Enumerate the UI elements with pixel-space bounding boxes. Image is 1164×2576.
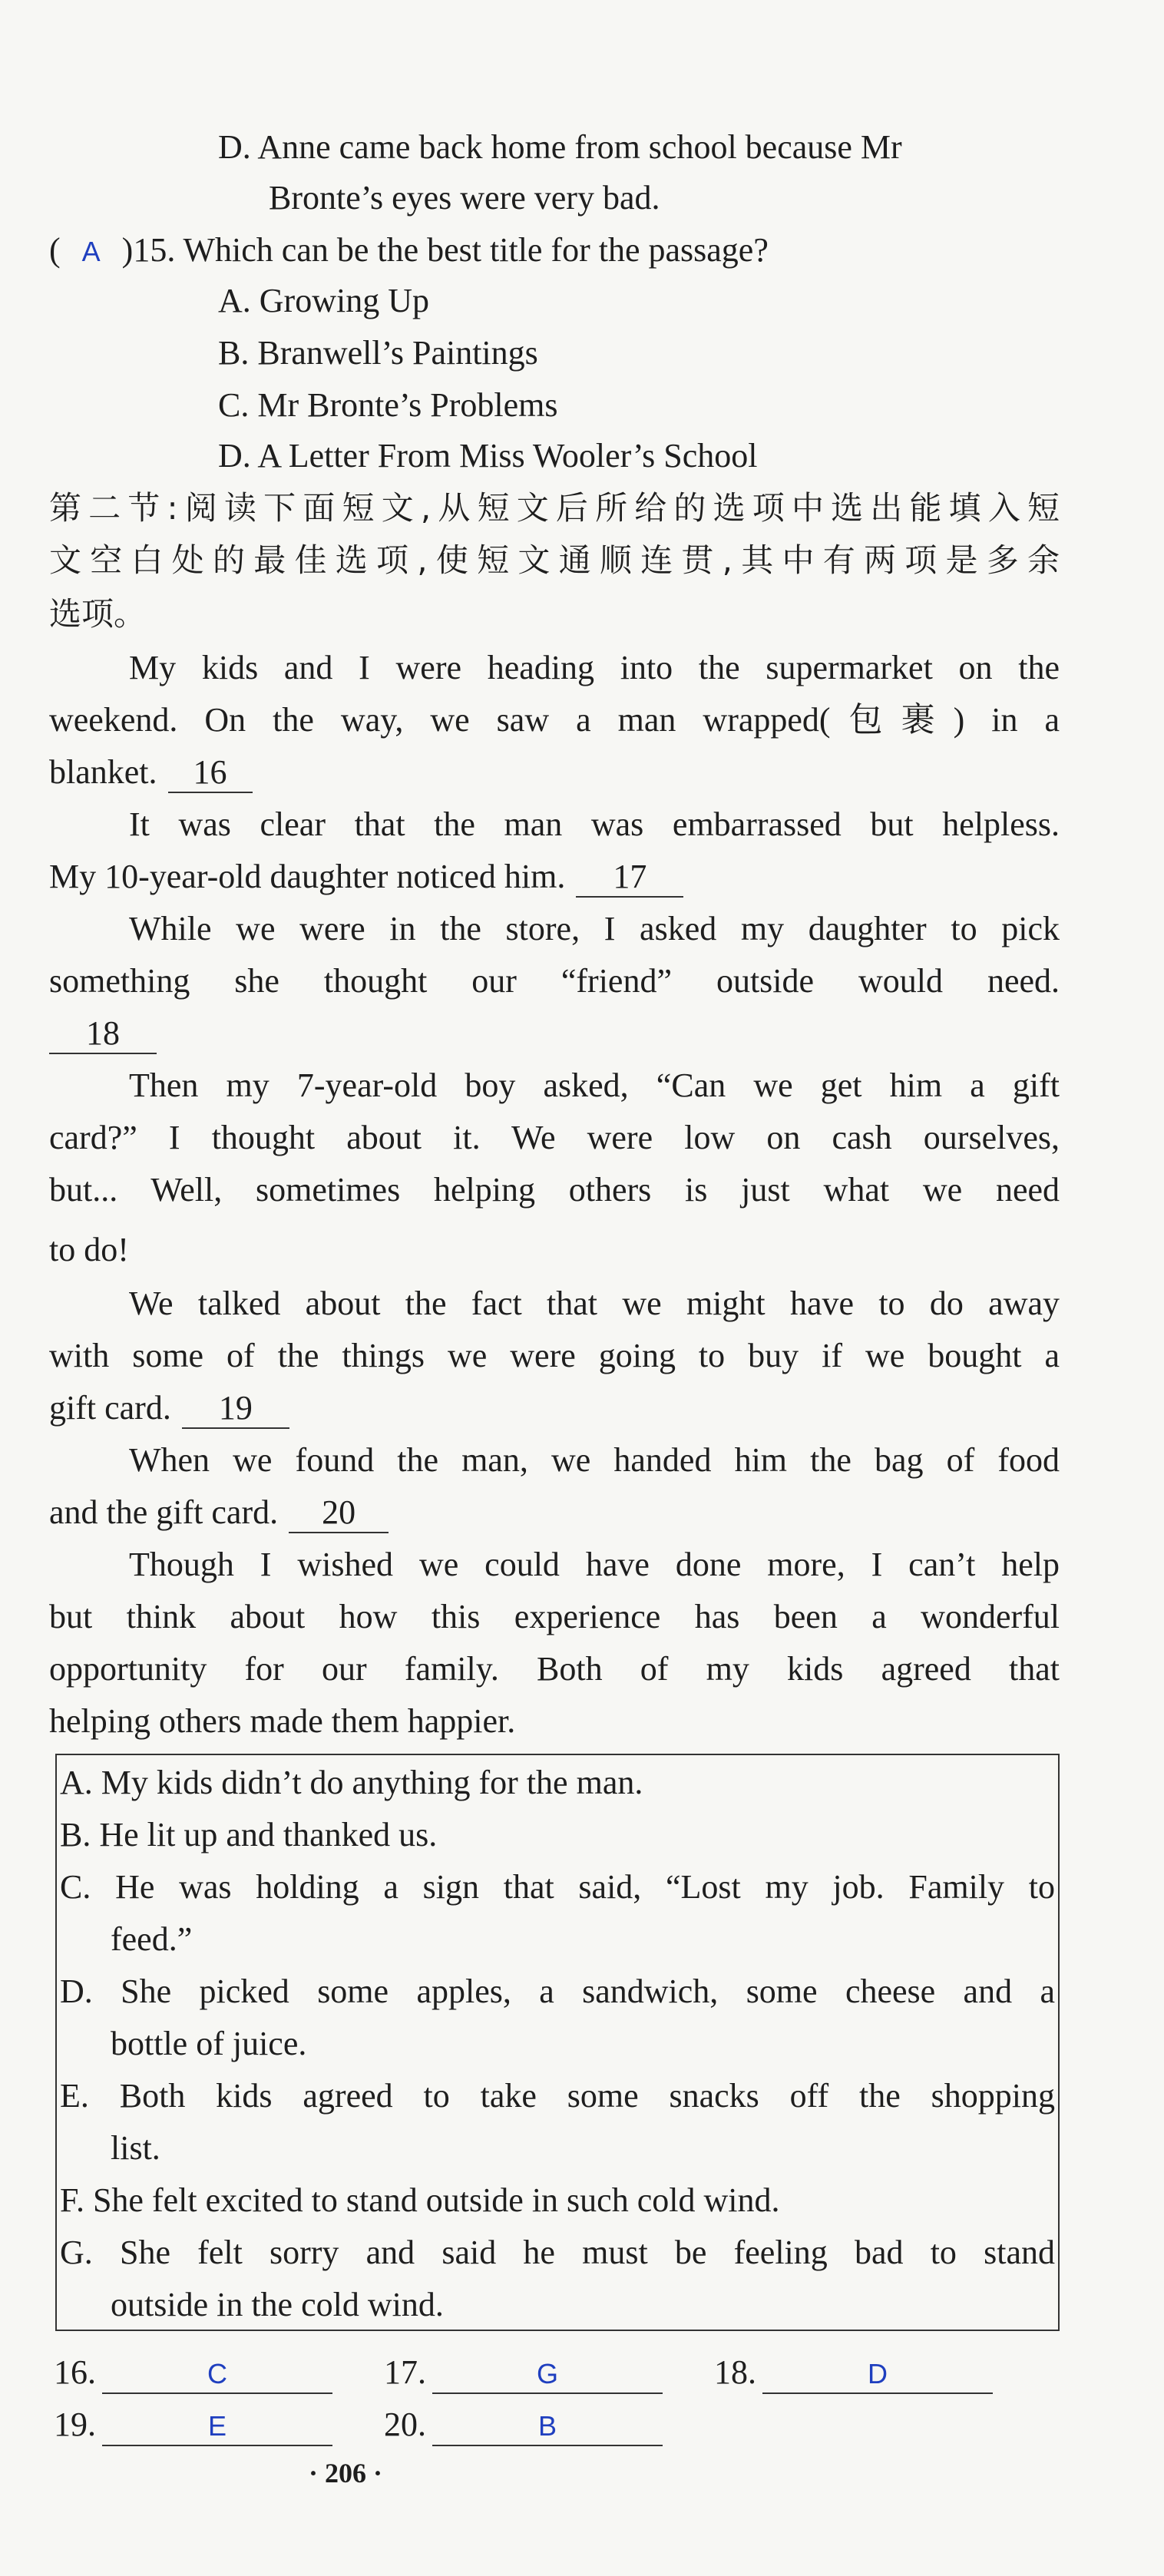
q15-option-c: C. Mr Bronte’s Problems (218, 386, 558, 424)
p5-line3 (49, 1385, 289, 1431)
answer-19 (54, 2402, 332, 2448)
q14-option-d-line1: D. Anne came back home from school because Mr (218, 128, 902, 166)
answer-18-num: 18. (714, 2353, 756, 2391)
p6-line2-text: and the gift card. (49, 1493, 279, 1531)
option-c-line2: feed.” (111, 1920, 193, 1958)
answer-17-num: 17. (384, 2353, 426, 2391)
p2-line2 (49, 854, 683, 900)
option-a: A. My kids didn’t do anything for the man. (60, 1764, 643, 1801)
answer-16 (54, 2349, 332, 2396)
p3-line3 (49, 1010, 157, 1057)
page-number: · 206 · (308, 2458, 382, 2488)
answer-20-value: B (432, 2408, 663, 2446)
blank-19: 19 (182, 1389, 289, 1429)
option-b: B. He lit up and thanked us. (60, 1816, 438, 1853)
q15-paren-open: ( (49, 231, 61, 269)
p2-line1: It was clear that the man was embarrassed but helpless. (129, 805, 1060, 843)
q15-option-d: D. A Letter From Miss Wooler’s School (218, 437, 758, 475)
q15-question-text: 15. Which can be the best title for the passage? (133, 231, 769, 269)
q15-option-a: A. Growing Up (218, 282, 429, 319)
option-e-line2: list. (111, 2129, 160, 2167)
section2-instruction-line3: 选项。 (49, 595, 147, 633)
q14-option-d-line2: Bronte’s eyes were very bad. (269, 179, 660, 217)
blank-16: 16 (168, 753, 253, 793)
answer-20-num: 20. (384, 2406, 426, 2443)
p4-line1: Then my 7-year-old boy asked, “Can we get him a gift (129, 1066, 1060, 1104)
blank-20: 20 (289, 1493, 389, 1533)
answer-17 (384, 2349, 663, 2396)
p2-line2-text: My 10-year-old daughter noticed him. (49, 858, 566, 895)
p6-line1: When we found the man, we handed him the bag of food (129, 1441, 1060, 1479)
section2-instruction-line2: 文空白处的最佳选项,使短文通顺连贯,其中有两项是多余 (49, 541, 1060, 579)
q15-question-line (49, 227, 769, 275)
p5-line2: with some of the things we were going to buy if we bought a (49, 1337, 1060, 1374)
q15-option-b: B. Branwell’s Paintings (218, 334, 538, 372)
option-e-line1: E. Both kids agreed to take some snacks off the shopping (60, 2077, 1055, 2115)
p1-line2: weekend. On the way, we saw a man wrapped(包裹) in a (49, 701, 1060, 739)
p4-line4: to do! (49, 1231, 129, 1268)
option-f: F. She felt excited to stand outside in such cold wind. (60, 2181, 780, 2219)
p5-line1: We talked about the fact that we might have to do away (129, 1285, 1060, 1322)
answer-20 (384, 2402, 663, 2448)
p7-line2: but think about how this experience has been a wonderful (49, 1598, 1060, 1635)
blank-18: 18 (49, 1014, 157, 1054)
q15-paren-close: ) (121, 231, 134, 269)
answer-19-value: E (102, 2408, 332, 2446)
q15-answer: A (81, 236, 101, 267)
answer-16-value: C (102, 2356, 332, 2394)
p5-line3-text: gift card. (49, 1389, 171, 1427)
p7-line1: Though I wished we could have done more, I can’t help (129, 1546, 1060, 1583)
answer-18 (714, 2349, 993, 2396)
p1-line1: My kids and I were heading into the supermarket on the (129, 649, 1060, 686)
section2-instruction-line1: 第二节:阅读下面短文,从短文后所给的选项中选出能填入短 (49, 489, 1060, 527)
p3-line2: something she thought our “friend” outside would need. (49, 962, 1060, 1000)
answer-17-value: G (432, 2356, 663, 2394)
answer-16-num: 16. (54, 2353, 96, 2391)
p7-line3: opportunity for our family. Both of my kids agreed that (49, 1650, 1060, 1688)
option-c-line1: C. He was holding a sign that said, “Lost my job. Family to (60, 1868, 1055, 1906)
p7-line4: helping others made them happier. (49, 1702, 516, 1740)
p6-line2 (49, 1490, 389, 1536)
p4-line3: but... Well, sometimes helping others is just what we need (49, 1171, 1060, 1209)
option-d-line1: D. She picked some apples, a sandwich, some cheese and a (60, 1973, 1055, 2010)
option-g-line1: G. She felt sorry and said he must be feeling bad to stand (60, 2234, 1055, 2271)
blank-17: 17 (576, 858, 683, 898)
option-d-line2: bottle of juice. (111, 2025, 307, 2062)
option-g-line2: outside in the cold wind. (111, 2286, 444, 2323)
answer-18-value: D (762, 2356, 993, 2394)
p1-line3 (49, 749, 253, 795)
answer-19-num: 19. (54, 2406, 96, 2443)
p4-line2: card?” I thought about it. We were low on cash ourselves, (49, 1119, 1060, 1156)
p1-line3-text: blanket. (49, 753, 157, 791)
p3-line1: While we were in the store, I asked my daughter to pick (129, 910, 1060, 947)
